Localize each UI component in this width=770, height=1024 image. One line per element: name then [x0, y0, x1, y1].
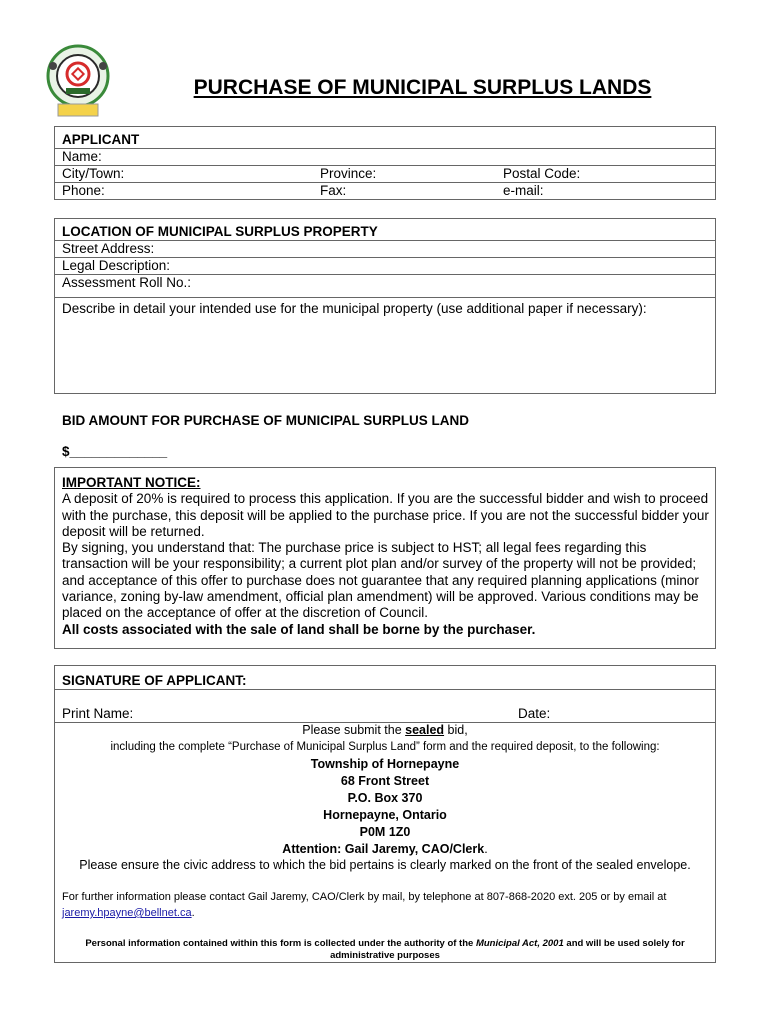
address-line-attention: Attention: Gail Jaremy, CAO/Clerk.	[282, 842, 488, 856]
print-name-field[interactable]: Print Name:	[62, 706, 134, 721]
notice-para-deposit: A deposit of 20% is required to process this application. If you are the successful bidder and wish to proceed with the purchase, this deposit will be applied to the purchase price. If you are not the successful bidder your deposit will be returned.	[62, 491, 709, 539]
notice-heading: IMPORTANT NOTICE:	[62, 475, 201, 490]
signature-heading: SIGNATURE OF APPLICANT:	[62, 673, 247, 688]
page-title: PURCHASE OF MUNICIPAL SURPLUS LANDS	[193, 76, 652, 99]
address-line-po-box: P.O. Box 370	[347, 791, 423, 805]
legal-description-field[interactable]: Legal Description:	[62, 258, 171, 273]
street-address-field[interactable]: Street Address:	[62, 241, 155, 256]
contact-info: For further information please contact Gail Jaremy, CAO/Clerk by mail, by telephone at 807-868-2020 ext. 205 or by email at jaremy.hpayne@bellnet.ca.	[62, 891, 667, 919]
bid-amount-field[interactable]: $_____________	[62, 444, 168, 459]
address-line-postal: P0M 1Z0	[359, 825, 411, 839]
name-field[interactable]: Name:	[62, 149, 102, 164]
location-heading: LOCATION OF MUNICIPAL SURPLUS PROPERTY	[62, 224, 378, 239]
submit-instructions-line1: Please submit the sealed bid,	[302, 723, 468, 737]
civic-address-note: Please ensure the civic address to which the bid pertains is clearly marked on the front of the sealed envelope.	[79, 858, 691, 872]
address-line-city: Hornepayne, Ontario	[323, 808, 447, 822]
privacy-notice: Personal information contained within this form is collected under the authority of the Municipal Act, 2001 and will be used solely for administrative purposes	[85, 938, 685, 961]
submit-instructions-line2: including the complete “Purchase of Municipal Surplus Land” form and the required deposit, to the following:	[110, 741, 660, 753]
applicant-section	[54, 126, 716, 200]
province-field[interactable]: Province:	[320, 166, 377, 181]
notice-para-costs: All costs associated with the sale of land shall be borne by the purchaser.	[62, 621, 536, 637]
applicant-heading: APPLICANT	[62, 132, 140, 147]
address-line-township: Township of Hornepayne	[310, 757, 460, 771]
contact-email-link[interactable]: jaremy.hpayne@bellnet.ca	[62, 907, 192, 919]
email-field[interactable]: e-mail:	[503, 183, 544, 198]
intended-use-field[interactable]: Describe in detail your intended use for the municipal property (use additional paper if necessary):	[62, 301, 647, 316]
address-line-street: 68 Front Street	[340, 774, 430, 788]
bid-heading: BID AMOUNT FOR PURCHASE OF MUNICIPAL SURPLUS LAND	[62, 413, 469, 428]
date-field[interactable]: Date:	[518, 706, 551, 721]
assessment-roll-field[interactable]: Assessment Roll No.:	[62, 275, 192, 290]
city-field[interactable]: City/Town:	[62, 166, 125, 181]
postal-code-field[interactable]: Postal Code:	[503, 166, 581, 181]
phone-field[interactable]: Phone:	[62, 183, 105, 198]
notice-text	[62, 475, 712, 638]
notice-para-conditions: By signing, you understand that: The purchase price is subject to HST; all legal fees regarding this transaction will be your responsibility; a current plot plan and/or survey of the property will not be provided; and acceptance of this offer to purchase does not guarantee that any required planning applications (minor variance, zoning by-law amendment, official plan amendment) will be approved. Various conditions may be placed on the acceptance of offer at the discretion of Council.	[62, 540, 699, 621]
fax-field[interactable]: Fax:	[320, 183, 347, 198]
